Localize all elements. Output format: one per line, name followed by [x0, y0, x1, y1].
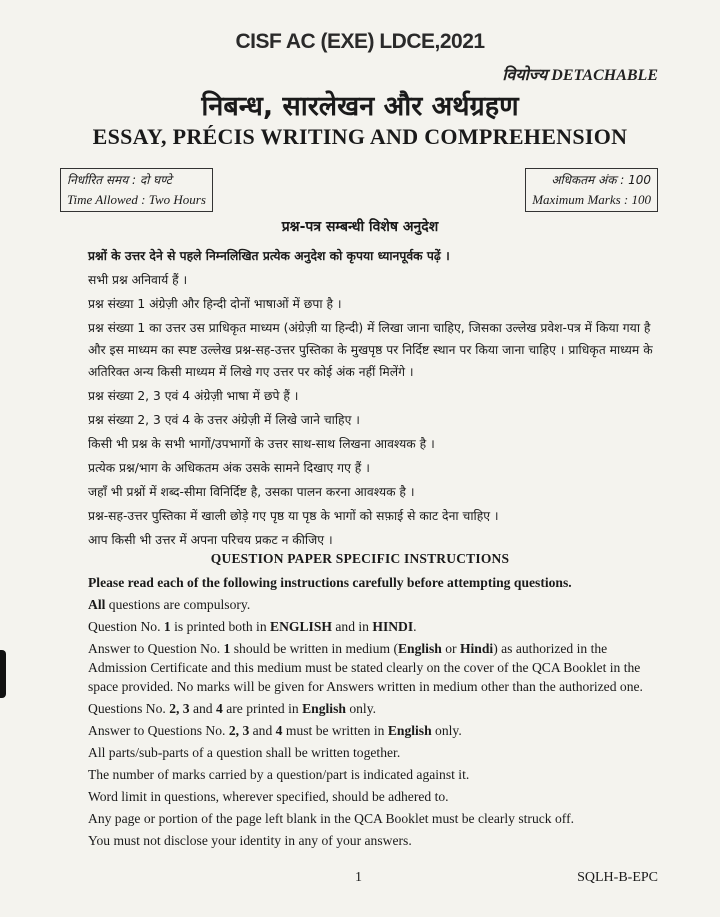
instruction-line: Question No. 1 is printed both in ENGLISH and in HINDI.: [88, 619, 417, 634]
instruction-line: You must not disclose your identity in any of your answers.: [88, 833, 412, 848]
instruction-line: All questions are compulsory.: [88, 597, 251, 612]
instruction-line: Answer to Questions No. 2, 3 and 4 must be written in English only.: [88, 723, 462, 738]
scan-edge-mark: [0, 650, 6, 698]
hindi-instructions-heading: प्रश्न-पत्र सम्बन्धी विशेष अनुदेश: [281, 219, 439, 235]
exam-code: CISF AC (EXE) LDCE,2021: [235, 30, 485, 53]
time-allowed-box: [60, 168, 213, 212]
hindi-instruction-line: किसी भी प्रश्न के सभी भागों/उपभागों के उत्तर साथ-साथ लिखना आवश्यक है ।: [88, 437, 435, 451]
hindi-instructions: [88, 245, 653, 553]
detachable-label: वियोज्य DETACHABLE: [502, 67, 658, 84]
hindi-instruction-line: प्रश्न संख्या 1 अंग्रेज़ी और हिन्दी दोनों भाषाओं में छपा है ।: [88, 297, 342, 311]
hindi-instruction-line: प्रत्येक प्रश्न/भाग के अधिकतम अंक उसके सामने दिखाए गए हैं ।: [88, 461, 370, 475]
maximum-marks-box: [525, 168, 658, 212]
time-allowed-english: Time Allowed : Two Hours: [67, 192, 206, 207]
english-instructions: [88, 573, 653, 853]
instruction-line: Answer to Question No. 1 should be written in medium (English or Hindi) as authorized in the Admission Certificate and this medium must be stated clearly on the cover of the QCA Booklet in the space provided. No marks will be given for Answers written in medium other than the authorized one.: [88, 641, 643, 694]
instruction-line: Questions No. 2, 3 and 4 are printed in English only.: [88, 701, 377, 716]
page-number: 1: [355, 870, 362, 885]
instruction-line: All parts/sub-parts of a question shall be written together.: [88, 745, 401, 760]
title-hindi: निबन्ध, सारलेखन और अर्थग्रहण: [201, 91, 519, 122]
hindi-instruction-line: प्रश्न-सह-उत्तर पुस्तिका में खाली छोड़े गए पृष्ठ या पृष्ठ के भागों को सफ़ाई से काट देना चाहिए ।: [88, 509, 499, 523]
time-allowed-hindi: निर्धारित समय : दो घण्टे: [67, 173, 172, 187]
hindi-instruction-line: प्रश्नों के उत्तर देने से पहले निम्नलिखित प्रत्येक अनुदेश को कृपया ध्यानपूर्वक पढ़ें ।: [88, 249, 450, 263]
instruction-line: Any page or portion of the page left blank in the QCA Booklet must be clearly struck off.: [88, 811, 574, 826]
hindi-instruction-line: प्रश्न संख्या 2, 3 एवं 4 के उत्तर अंग्रेज़ी में लिखे जाने चाहिए ।: [88, 413, 360, 427]
instruction-intro: Please read each of the following instructions carefully before attempting questions.: [88, 575, 572, 590]
paper-code: SQLH-B-EPC: [577, 870, 658, 885]
hindi-instruction-line: जहाँ भी प्रश्नों में शब्द-सीमा विनिर्दिष्ट है, उसका पालन करना आवश्यक है ।: [88, 485, 415, 499]
instruction-line: Word limit in questions, wherever specified, should be adhered to.: [88, 789, 449, 804]
instruction-line: The number of marks carried by a question/part is indicated against it.: [88, 767, 470, 782]
english-instructions-heading: QUESTION PAPER SPECIFIC INSTRUCTIONS: [210, 551, 510, 566]
hindi-instruction-line: सभी प्रश्न अनिवार्य हैं ।: [88, 273, 188, 287]
title-english: ESSAY, PRÉCIS WRITING AND COMPREHENSION: [92, 124, 628, 149]
hindi-instruction-line: आप किसी भी उत्तर में अपना परिचय प्रकट न कीजिए ।: [88, 533, 333, 547]
hindi-instruction-line: प्रश्न संख्या 1 का उत्तर उस प्राधिकृत माध्यम (अंग्रेज़ी या हिन्दी) में लिखा जाना चाहिए, जिसका उल्लेख प्रवेश-पत्र में किया गया है और इस माध्यम का स्पष्ट उल्लेख प्रश्न-सह-उत्तर पुस्तिका के मुखपृष्ठ पर निर्दिष्ट स्थान पर किया जाना चाहिए । प्राधिकृत माध्यम के अतिरिक्त अन्य किसी माध्यम में लिखे गए उत्तर पर कोई अंक नहीं मिलेंगे ।: [88, 321, 653, 379]
maximum-marks-hindi: अधिकतम अंक : 100: [551, 173, 651, 187]
hindi-instruction-line: प्रश्न संख्या 2, 3 एवं 4 अंग्रेज़ी भाषा में छपे हैं ।: [88, 389, 299, 403]
maximum-marks-english: Maximum Marks : 100: [532, 192, 651, 207]
